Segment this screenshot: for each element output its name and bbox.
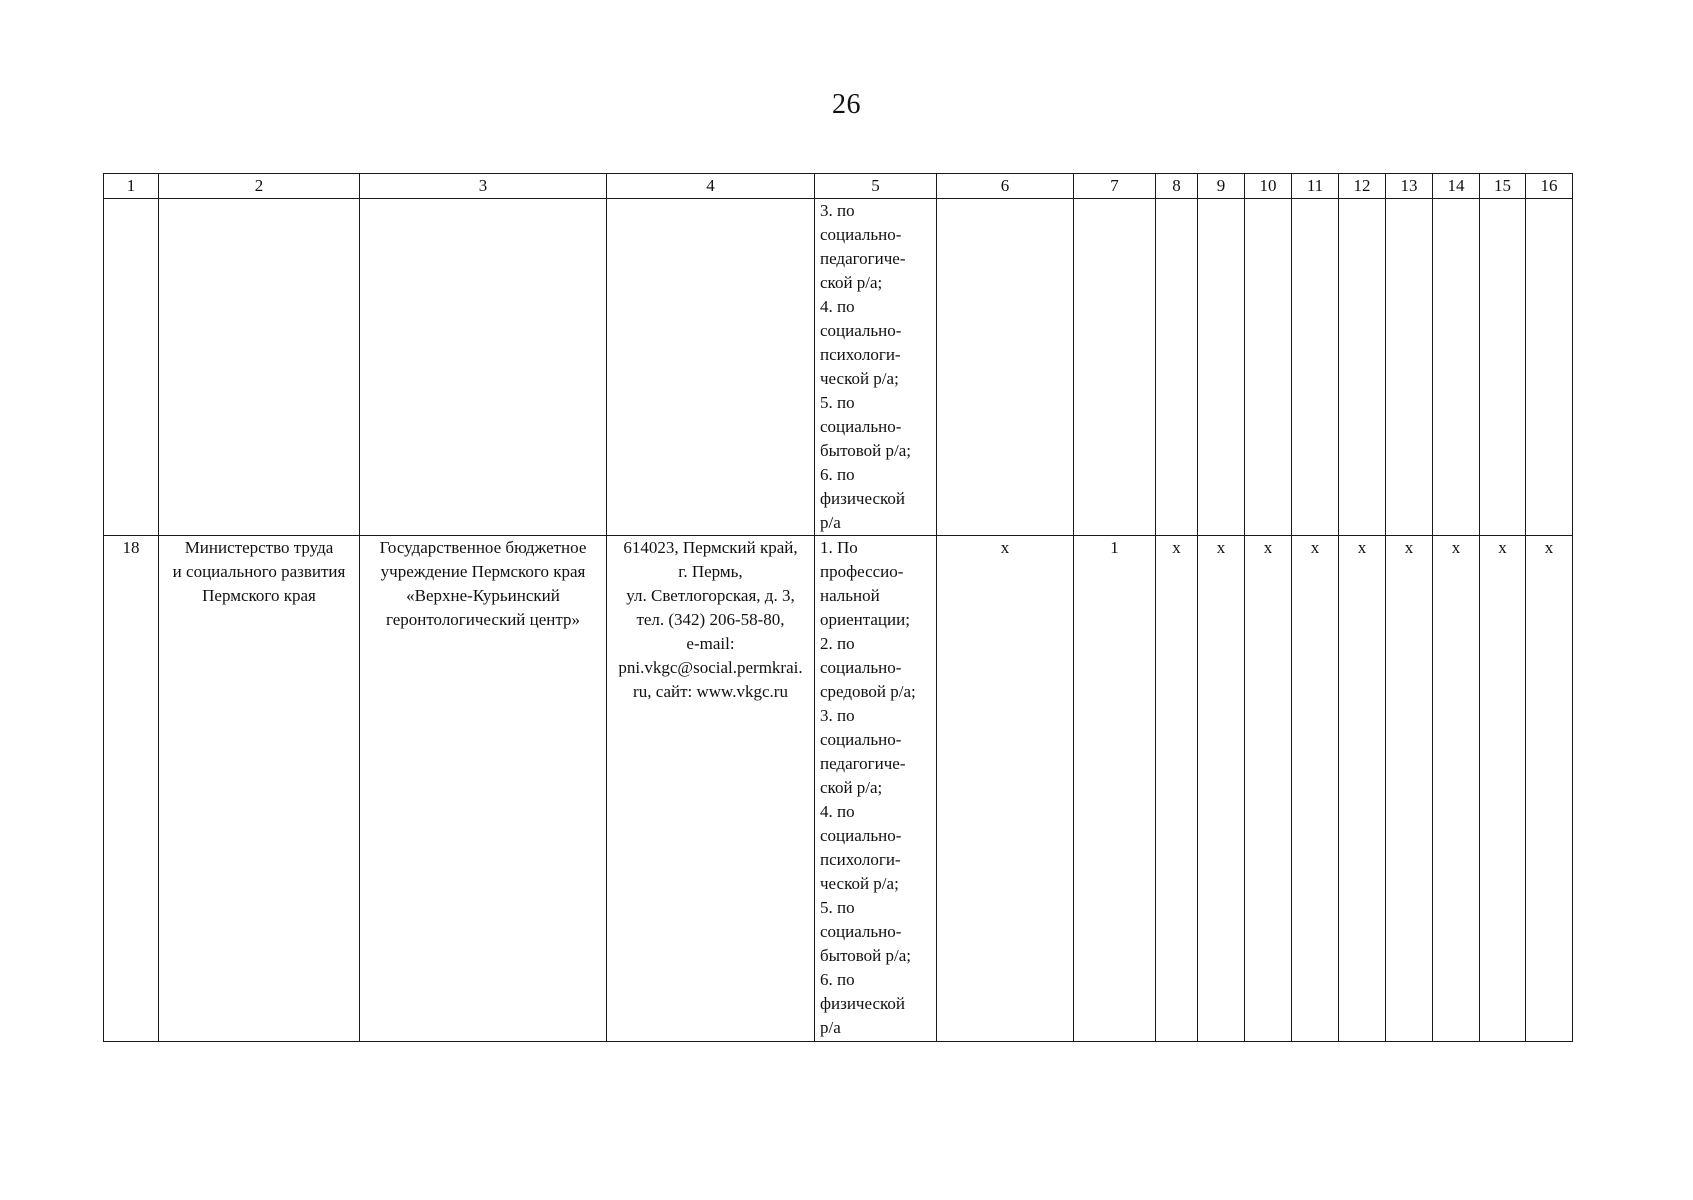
services-line: ской р/а; [820,778,883,797]
column-number: 13 [1386,174,1433,199]
address-line: ru, сайт: www.vkgc.ru [633,682,788,701]
services-line: 5. по [820,393,855,412]
column-number-row [104,174,1573,199]
institution-line: «Верхне-Курьинский [406,586,560,605]
cell-col-8: x [1156,536,1198,1042]
column-number: 14 [1433,174,1480,199]
institution-cell [360,536,607,1042]
address-line: г. Пермь, [678,562,743,581]
services-line: р/а [820,513,841,532]
services-line: 6. по [820,970,855,989]
services-line: социально- [820,922,902,941]
services-line: физической [820,994,905,1013]
table-cell [360,199,607,536]
cell-col-13: x [1386,536,1433,1042]
institution-line: геронтологический центр» [385,610,581,629]
column-number: 9 [1198,174,1245,199]
ministry-line: и социального развития [172,562,346,581]
column-number: 4 [607,174,815,199]
cell-col-6: x [937,536,1074,1042]
services-line: педагогиче- [820,754,906,773]
column-number: 3 [360,174,607,199]
column-number: 11 [1292,174,1339,199]
services-line: социально- [820,658,902,677]
services-line: 2. по [820,634,855,653]
column-number: 8 [1156,174,1198,199]
services-line: 3. по [820,201,855,220]
table-cell [1074,199,1156,536]
services-line: 6. по [820,465,855,484]
column-number: 2 [159,174,360,199]
column-number: 12 [1339,174,1386,199]
services-line: 3. по [820,706,855,725]
table-cell [1245,199,1292,536]
row-number: 18 [104,536,159,1042]
table-cell [1292,199,1339,536]
table-cell [1339,199,1386,536]
table-cell [1386,199,1433,536]
services-line: ской р/а; [820,273,883,292]
services-line: социально- [820,730,902,749]
cell-col-12: x [1339,536,1386,1042]
cell-col-15: x [1480,536,1526,1042]
address-cell [607,536,815,1042]
table-cell [607,199,815,536]
cell-col-10: x [1245,536,1292,1042]
services-cell [815,536,937,1042]
ministry-line: Министерство труда [184,538,334,557]
column-number: 7 [1074,174,1156,199]
services-line: ческой р/а; [820,369,899,388]
table-cell [159,199,360,536]
services-line: психологи- [820,345,901,364]
table-cell [1526,199,1573,536]
services-line: бытовой р/а; [820,946,912,965]
column-number: 10 [1245,174,1292,199]
services-line: ческой р/а; [820,874,899,893]
services-line: педагогиче- [820,249,906,268]
data-table [103,173,1573,1042]
column-number: 6 [937,174,1074,199]
ministry-cell [159,536,360,1042]
services-line: ориентации; [820,610,910,629]
services-line: психологи- [820,850,901,869]
cell-col-9: x [1198,536,1245,1042]
table-cell [937,199,1074,536]
address-line: тел. (342) 206-58-80, [636,610,785,629]
services-line: 4. по [820,297,855,316]
cell-col-11: x [1292,536,1339,1042]
services-line: нальной [820,586,880,605]
services-line: 4. по [820,802,855,821]
address-line: e-mail: [686,634,735,653]
table-cell [1156,199,1198,536]
cell-col-14: x [1433,536,1480,1042]
address-line: pni.vkgc@social.permkrai. [618,658,803,677]
table-cell [104,199,159,536]
services-line: средовой р/а; [820,682,916,701]
column-number: 15 [1480,174,1526,199]
column-number: 16 [1526,174,1573,199]
cell-col-7: 1 [1074,536,1156,1042]
services-line: социально- [820,321,902,340]
institution-line: Государственное бюджетное [379,538,587,557]
ministry-line: Пермского края [202,586,316,605]
services-line: профессио- [820,562,904,581]
services-line: социально- [820,225,902,244]
column-number: 1 [104,174,159,199]
cell-col-16: x [1526,536,1573,1042]
services-line: р/а [820,1018,841,1037]
services-line: социально- [820,417,902,436]
column-number: 5 [815,174,937,199]
services-cell [815,199,937,536]
table-row-18 [104,536,1573,1042]
services-line: социально- [820,826,902,845]
table-cell [1198,199,1245,536]
address-line: 614023, Пермский край, [623,538,798,557]
page-number: 26 [832,89,861,120]
table-cell [1480,199,1526,536]
services-line: 1. По [820,538,858,557]
address-line: ул. Светлогорская, д. 3, [626,586,795,605]
services-line: бытовой р/а; [820,441,912,460]
table-cell [1433,199,1480,536]
services-line: физической [820,489,905,508]
table-row-continuation [104,199,1573,536]
services-line: 5. по [820,898,855,917]
institution-line: учреждение Пермского края [380,562,586,581]
